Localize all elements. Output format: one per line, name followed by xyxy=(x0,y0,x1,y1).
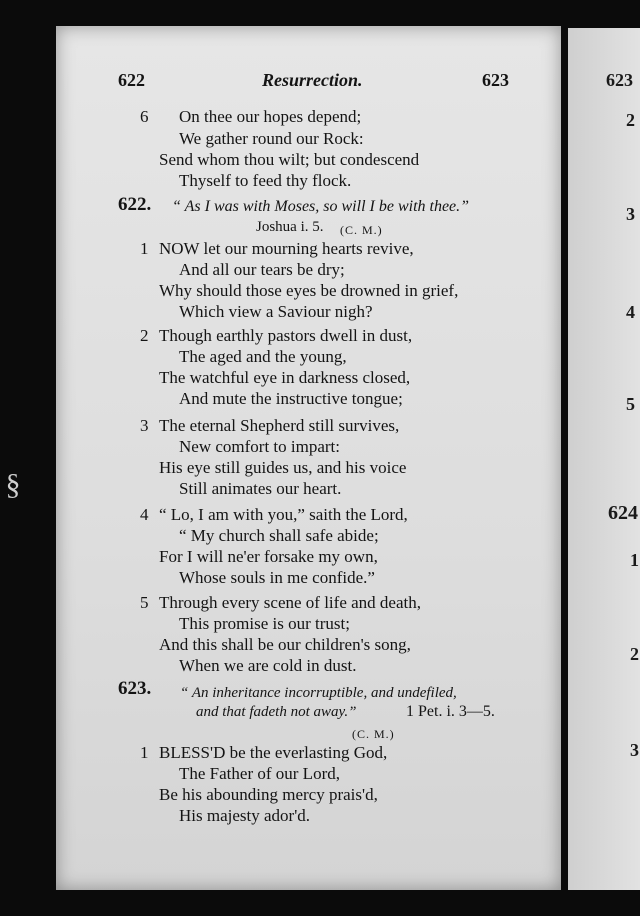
verse-line: Send whom thou wilt; but condescend xyxy=(159,150,420,169)
verse-number: 3 xyxy=(626,204,635,224)
hymn-meter: (C. M.) xyxy=(340,223,383,237)
verse-line: Be his abounding mercy prais'd, xyxy=(159,785,378,804)
facing-page xyxy=(568,28,640,890)
verse-line: His majesty ador'd. xyxy=(179,806,311,825)
scripture-reference: Joshua i. 5. xyxy=(256,219,324,235)
verse-line: And mute the instructive tongue; xyxy=(179,389,403,408)
verse-number: 4 xyxy=(140,505,149,524)
verse-line: The watchful eye in darkness closed, xyxy=(159,368,411,387)
verse-number: 6 xyxy=(140,107,149,126)
hymn-meter: (C. M.) xyxy=(352,727,395,741)
left-page xyxy=(56,26,561,890)
verse-line: The aged and the young, xyxy=(179,347,347,366)
scripture-reference: 1 Pet. i. 3—5. xyxy=(406,703,495,720)
verse-line: On thee our hopes depend; xyxy=(179,107,362,126)
verse-number: 3 xyxy=(140,416,149,435)
verse-number: 2 xyxy=(140,326,149,345)
verse-line: And this shall be our children's song, xyxy=(159,635,411,654)
hymn-number: 623. xyxy=(118,678,152,699)
verse-line: Whose souls in me confide.” xyxy=(179,568,375,587)
hymn-number: 622. xyxy=(118,194,152,215)
verse-number: 5 xyxy=(626,394,635,414)
verse-line: “ Lo, I am with you,” saith the Lord, xyxy=(159,505,408,524)
running-title: Resurrection. xyxy=(262,70,363,90)
verse-line: The eternal Shepherd still survives, xyxy=(159,416,400,435)
verse-line: Thyself to feed thy flock. xyxy=(179,171,352,190)
hymn-number: 624 xyxy=(608,502,638,524)
page-number: 622 xyxy=(118,70,145,90)
hymn-epigraph: “ As I was with Moses, so will I be with thee.” xyxy=(172,198,470,215)
verse-number: 2 xyxy=(630,644,639,664)
verse-line: Still animates our heart. xyxy=(179,479,342,498)
verse-line: Why should those eyes be drowned in grief, xyxy=(159,281,459,300)
header-hymn-number: 623 xyxy=(482,70,509,90)
verse-line: When we are cold in dust. xyxy=(179,656,357,675)
verse-line: His eye still guides us, and his voice xyxy=(159,458,407,477)
verse-line: New comfort to impart: xyxy=(179,437,340,456)
verse-line: Which view a Saviour nigh? xyxy=(179,302,373,321)
verse-line: For I will ne'er forsake my own, xyxy=(159,547,378,566)
verse-line: Though earthly pastors dwell in dust, xyxy=(159,326,413,345)
binding-mark: § xyxy=(5,468,21,501)
verse-line: “ My church shall safe abide; xyxy=(179,526,379,545)
hymn-epigraph: and that fadeth not away.” xyxy=(196,704,357,720)
hymn-epigraph: “ An inheritance incorruptible, and undefiled, xyxy=(180,685,457,701)
verse-line: We gather round our Rock: xyxy=(179,129,364,148)
verse-number: 2 xyxy=(626,110,635,130)
verse-line: Through every scene of life and death, xyxy=(159,593,421,612)
verse-number: 3 xyxy=(630,740,639,760)
verse-line: BLESS'D be the everlasting God, xyxy=(159,743,388,762)
verse-line: And all our tears be dry; xyxy=(179,260,345,279)
verse-line: The Father of our Lord, xyxy=(179,764,340,783)
verse-number: 5 xyxy=(140,593,149,612)
verse-number: 1 xyxy=(140,239,149,258)
verse-line: This promise is our trust; xyxy=(179,614,350,633)
page-number: 623 xyxy=(606,70,633,90)
verse-number: 1 xyxy=(140,743,149,762)
verse-number: 1 xyxy=(630,550,639,570)
verse-line: NOW let our mourning hearts revive, xyxy=(159,239,414,258)
verse-number: 4 xyxy=(626,302,635,322)
